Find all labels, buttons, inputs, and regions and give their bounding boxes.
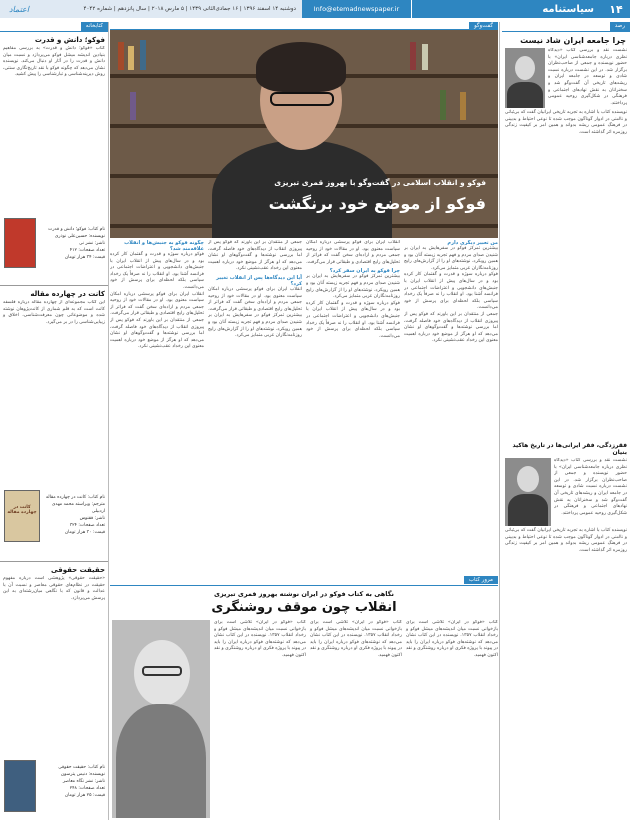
interview-columns: [110, 240, 498, 574]
col4-body: بیشترین تمرکز فوکو در سفرهایش به ایران بر شنیدن صدای مردم و فهم تجربه زیسته آنان بود و همین رویکرد، نوشته‌های او را از گزارش‌های رایج روزنامه‌نگاران غربی متمایز می‌کرد.: [404, 246, 498, 271]
email-link[interactable]: Info@etemadnewspaper.ir: [302, 0, 412, 18]
col4-body-b: فوکو درباره سوژه و قدرت و گفتمان کار کرده بود و در سال‌های پیش از انقلاب ایران با جنبش‌های دانشجویی و اعتراضات اجتماعی در فرانسه آشنا بود. او انقلاب را نه صرفاً یک رخداد سیاسی بلکه لحظه‌ای برای پرسش از خود می‌دانست.: [404, 272, 498, 311]
page-number: ۱۴: [602, 0, 630, 18]
dateline: دوشنبه ۱۴ اسفند ۱۳۹۶ | ۱۶ جمادی‌الثانی ۱۴۳۹ | ۵ مارس ۲۰۱۸ | سال پانزدهم | شماره ۴۰۴۲: [38, 0, 302, 18]
review-body-1: کتاب «فوکو در ایران» تلاشی است برای بازخوانی نسبت میان اندیشه‌های میشل فوکو و رخداد انقلاب ۱۳۵۷. نویسنده در این کتاب نشان می‌دهد که نوشته‌های فوکو درباره ایران را باید در پیوند با پروژه فکری او درباره روشنگری و نقد اکنون فهمید.: [406, 620, 498, 658]
review-title: انقلاب چون موقف روشنگری: [211, 600, 397, 615]
book3-title: حقیقت حقوقی: [51, 566, 105, 574]
col3-body-b: بیشترین تمرکز فوکو در سفرهایش به ایران بر شنیدن صدای مردم و فهم تجربه زیسته آنان بود و همین رویکرد، نوشته‌های او را از گزارش‌های رایج روزنامه‌نگاران غربی متمایز می‌کرد.: [306, 274, 400, 300]
col3-body: انقلاب ایران برای فوکو پرسشی درباره امکان سیاست معنوی بود. او در مقالات خود از روحیه جمعی مردم و اراده‌ای سخن گفت که فراتر از تحلیل‌های رایج اقتصادی و طبقاتی قرار می‌گرفت.: [306, 240, 400, 265]
book2-meta: [43, 494, 105, 536]
book1-title: فوکو؛ دانش و قدرت: [34, 36, 105, 44]
right-kicker: رصد: [610, 22, 630, 31]
book1-cover: [4, 218, 36, 268]
right-body-1: نشست نقد و بررسی کتاب «دیدگاه نظری درباره جامعه‌شناسی ایران» با حضور نویسنده و جمعی از صاحب‌نظران برگزار شد. در این نشست درباره نسبت شادی و توسعه در جامعه ایران و ریشه‌های تاریخی آن گفت‌وگو شد و سخنرانان به نقش نهادهای اجتماعی و فرهنگی در شکل‌گیری روحیه عمومی پرداختند.: [548, 48, 627, 106]
book3-meta-item: نام کتاب: حقیقت حقوقی: [58, 765, 105, 770]
col1-body: فوکو درباره سوژه و قدرت و گفتمان کار کرده بود و در سال‌های پیش از انقلاب ایران با جنبش‌های دانشجویی و اعتراضات اجتماعی در فرانسه آشنا بود. او انقلاب را نه صرفاً یک رخداد سیاسی بلکه لحظه‌ای برای پرسش از خود می‌دانست.: [110, 252, 204, 290]
book-box-2: [0, 290, 108, 562]
book2-body: این کتاب مجموعه‌ای از چهارده مقاله درباره فلسفه کانت است که به قلم شماری از کانت‌پژوهان نوشته شده و موضوعاتی چون معرفت‌شناسی، اخلاق و زیبایی‌شناسی را در بر می‌گیرد.: [3, 300, 105, 325]
book2-title: کانت در چهارده مقاله: [30, 290, 105, 298]
col2-body-b: انقلاب ایران برای فوکو پرسشی درباره امکان سیاست معنوی بود. او در مقالات خود از روحیه جمعی مردم و اراده‌ای سخن گفت که فراتر از تحلیل‌های رایج اقتصادی و طبقاتی قرار می‌گرفت.: [208, 286, 302, 312]
author-portrait: [505, 48, 545, 108]
review-body-2: کتاب «فوکو در ایران» تلاشی است برای بازخوانی نسبت میان اندیشه‌های میشل فوکو و رخداد انقلاب ۱۳۵۷. نویسنده در این کتاب نشان می‌دهد که نوشته‌های فوکو درباره ایران را باید در پیوند با پروژه فکری او درباره روشنگری و نقد اکنون فهمید.: [310, 620, 403, 658]
book2-meta-item: مترجم: ویراسته محمد مهدی اردبیلی: [51, 502, 105, 514]
col1-body-b: انقلاب ایران برای فوکو پرسشی درباره امکان سیاست معنوی بود. او در مقالات خود از روحیه جمعی مردم و اراده‌ای سخن گفت که فراتر از تحلیل‌های رایج اقتصادی و طبقاتی قرار می‌گرفت.: [110, 291, 204, 317]
right-body-4: نویسنده کتاب با اشاره به تجربه تاریخی ایرانیان گفت که بی‌ثباتی و ناامنی در ادوار گوناگون موجب شده تا نوعی احتیاط و بدبینی در فرهنگ عمومی ریشه بدواند و همین امر بر کیفیت زندگی روزمره اثر گذاشته است.: [505, 528, 627, 553]
book2-meta-item: نام کتاب: کانت در چهارده مقاله: [45, 495, 105, 500]
book2-meta-item: قیمت: ۳۰ هزار تومان: [64, 530, 105, 535]
book1-meta-item: تعداد صفحات: ۴۱۲: [69, 248, 105, 253]
col2-body: جمعی از منتقدان بر این باورند که فوکو پس از پیروزی انقلاب از دیدگاه‌های خود فاصله گرفت، اما بررسی نوشته‌ها و گفت‌وگوهای او نشان می‌دهد که او هرگز از موضع خود درباره اهمیت معنوی این رخداد عقب‌نشینی نکرد.: [208, 240, 302, 272]
col3-body-c: فوکو درباره سوژه و قدرت و گفتمان کار کرده بود و در سال‌های پیش از انقلاب ایران با جنبش‌های دانشجویی و اعتراضات اجتماعی در فرانسه آشنا بود. او انقلاب را نه صرفاً یک رخداد سیاسی بلکه لحظه‌ای برای پرسش از خود می‌دانست.: [306, 300, 400, 339]
foucault-photo: [112, 620, 210, 818]
book3-meta: [41, 764, 105, 799]
col2-heading: آیا این دیدگاه‌ها پس از انقلاب تغییر کرد؟: [216, 274, 302, 287]
page-header: [0, 0, 630, 18]
review-body-3: کتاب «فوکو در ایران» تلاشی است برای بازخوانی نسبت میان اندیشه‌های میشل فوکو و رخداد انقلاب ۱۳۵۷. نویسنده در این کتاب نشان می‌دهد که نوشته‌های فوکو درباره ایران را باید در پیوند با پروژه فکری او درباره روشنگری و نقد اکنون فهمید.: [214, 620, 307, 658]
left-column: [0, 22, 108, 820]
col3-heading: چرا فوکو به ایران سفر کرد؟: [329, 268, 400, 275]
main-photo: [110, 30, 498, 238]
section-title: سیاستنامه: [412, 0, 602, 18]
book1-body: کتاب «فوکو؛ دانش و قدرت» به بررسی مفاهیم بنیادین اندیشه میشل فوکو می‌پردازد و نسبت میان دانش و قدرت را در آثار او دنبال می‌کند. نویسنده نشان می‌دهد که چگونه فوکو با نقد تاریخ‌نگاری سنتی، روش دیرینه‌شناسی و تبارشناسی را پیش کشید.: [3, 46, 105, 78]
book3-meta-item: نویسنده: دنیس پترسون: [60, 772, 105, 777]
book1-meta: [41, 226, 105, 261]
col4-body-c: جمعی از منتقدان بر این باورند که فوکو پس از پیروزی انقلاب از دیدگاه‌های خود فاصله گرفت، اما بررسی نوشته‌ها و گفت‌وگوهای او نشان می‌دهد که او هرگز از موضع خود درباره اهمیت معنوی این رخداد عقب‌نشینی نکرد.: [404, 311, 498, 344]
book1-meta-item: نام کتاب: فوکو؛ دانش و قدرت: [48, 227, 105, 232]
photo-title: فوکو از موضع خود برنگشت: [268, 194, 486, 213]
review-subtitle: نگاهی به کتاب فوکو در ایران نوشته بهروز قمری تبریزی: [214, 590, 394, 598]
review-kicker: مرور کتاب: [464, 576, 498, 584]
author-portrait-2: [505, 458, 551, 526]
book2-meta-item: تعداد صفحات: ۳۲۴: [69, 523, 105, 528]
review-columns: [214, 620, 498, 818]
book3-body: «حقیقت حقوقی» پژوهشی است درباره مفهوم حقیقت در نظام‌های حقوقی معاصر و نسبت آن با عدالت و قانون که با نگاهی میان‌رشته‌ای به این پرسش می‌پردازد.: [3, 576, 105, 601]
interview-kicker: گفت‌وگو: [469, 22, 498, 30]
right-body-3: نشست نقد و بررسی کتاب «دیدگاه نظری درباره جامعه‌شناسی ایران» با حضور نویسنده و جمعی از صاحب‌نظران برگزار شد. در این نشست درباره نسبت شادی و توسعه در جامعه ایران و ریشه‌های تاریخی آن گفت‌وگو شد و سخنرانان به نقش نهادهای اجتماعی و فرهنگی در شکل‌گیری روحیه عمومی پرداختند.: [554, 458, 627, 516]
book2-meta-item: ناشر: ققنوس: [79, 516, 105, 521]
book-box-3: [0, 566, 108, 820]
col1-heading: چگونه فوکو به جنبش‌ها و انقلاب علاقه‌مند شد؟: [124, 240, 204, 252]
book2-cover: کانت در چهارده مقاله: [4, 490, 40, 542]
book3-meta-item: قیمت: ۲۵ هزار تومان: [64, 793, 105, 798]
col2-body-c: بیشترین تمرکز فوکو در سفرهایش به ایران بر شنیدن صدای مردم و فهم تجربه زیسته آنان بود و همین رویکرد، نوشته‌های او را از گزارش‌های رایج روزنامه‌نگاران غربی متمایز می‌کرد.: [208, 313, 302, 339]
right-headline: چرا جامعه ایران شاد نیست: [520, 36, 626, 45]
right-body-2: نویسنده کتاب با اشاره به تجربه تاریخی ایرانیان گفت که بی‌ثباتی و ناامنی در ادوار گوناگون موجب شده تا نوعی احتیاط و بدبینی در فرهنگ عمومی ریشه بدواند و همین امر بر کیفیت زندگی روزمره اثر گذاشته است.: [505, 110, 627, 135]
book3-meta-item: ناشر: نشر نگاه معاصر: [62, 779, 105, 784]
col4-heading: من تعبیر دیگری دارم: [447, 240, 498, 246]
book1-meta-item: نویسنده: حسین‌علی نوذری: [54, 234, 105, 239]
photo-subtitle: فوکو و انقلاب اسلامی در گفت‌وگو با بهروز قمری تبریزی: [274, 178, 486, 187]
book3-cover: [4, 760, 36, 812]
book3-meta-item: تعداد صفحات: ۲۴۸: [69, 786, 105, 791]
col1-body-c: جمعی از منتقدان بر این باورند که فوکو پس از پیروزی انقلاب از دیدگاه‌های خود فاصله گرفت، اما بررسی نوشته‌ها و گفت‌وگوهای او نشان می‌دهد که او هرگز از موضع خود درباره اهمیت معنوی این رخداد عقب‌نشینی نکرد.: [110, 317, 204, 350]
library-kicker: کتابخانه: [81, 22, 108, 31]
newspaper-logo[interactable]: اعتماد: [0, 0, 38, 18]
right-column: [502, 22, 630, 820]
right-headline-2: فقرزدگی، فقر ایرانی‌ها در تاریخ هاکید بنیان: [512, 442, 627, 456]
book1-meta-item: ناشر: نشر نی: [78, 241, 105, 246]
book-box-1: [0, 36, 108, 286]
book1-meta-item: قیمت: ۳۴ هزار تومان: [64, 255, 105, 260]
